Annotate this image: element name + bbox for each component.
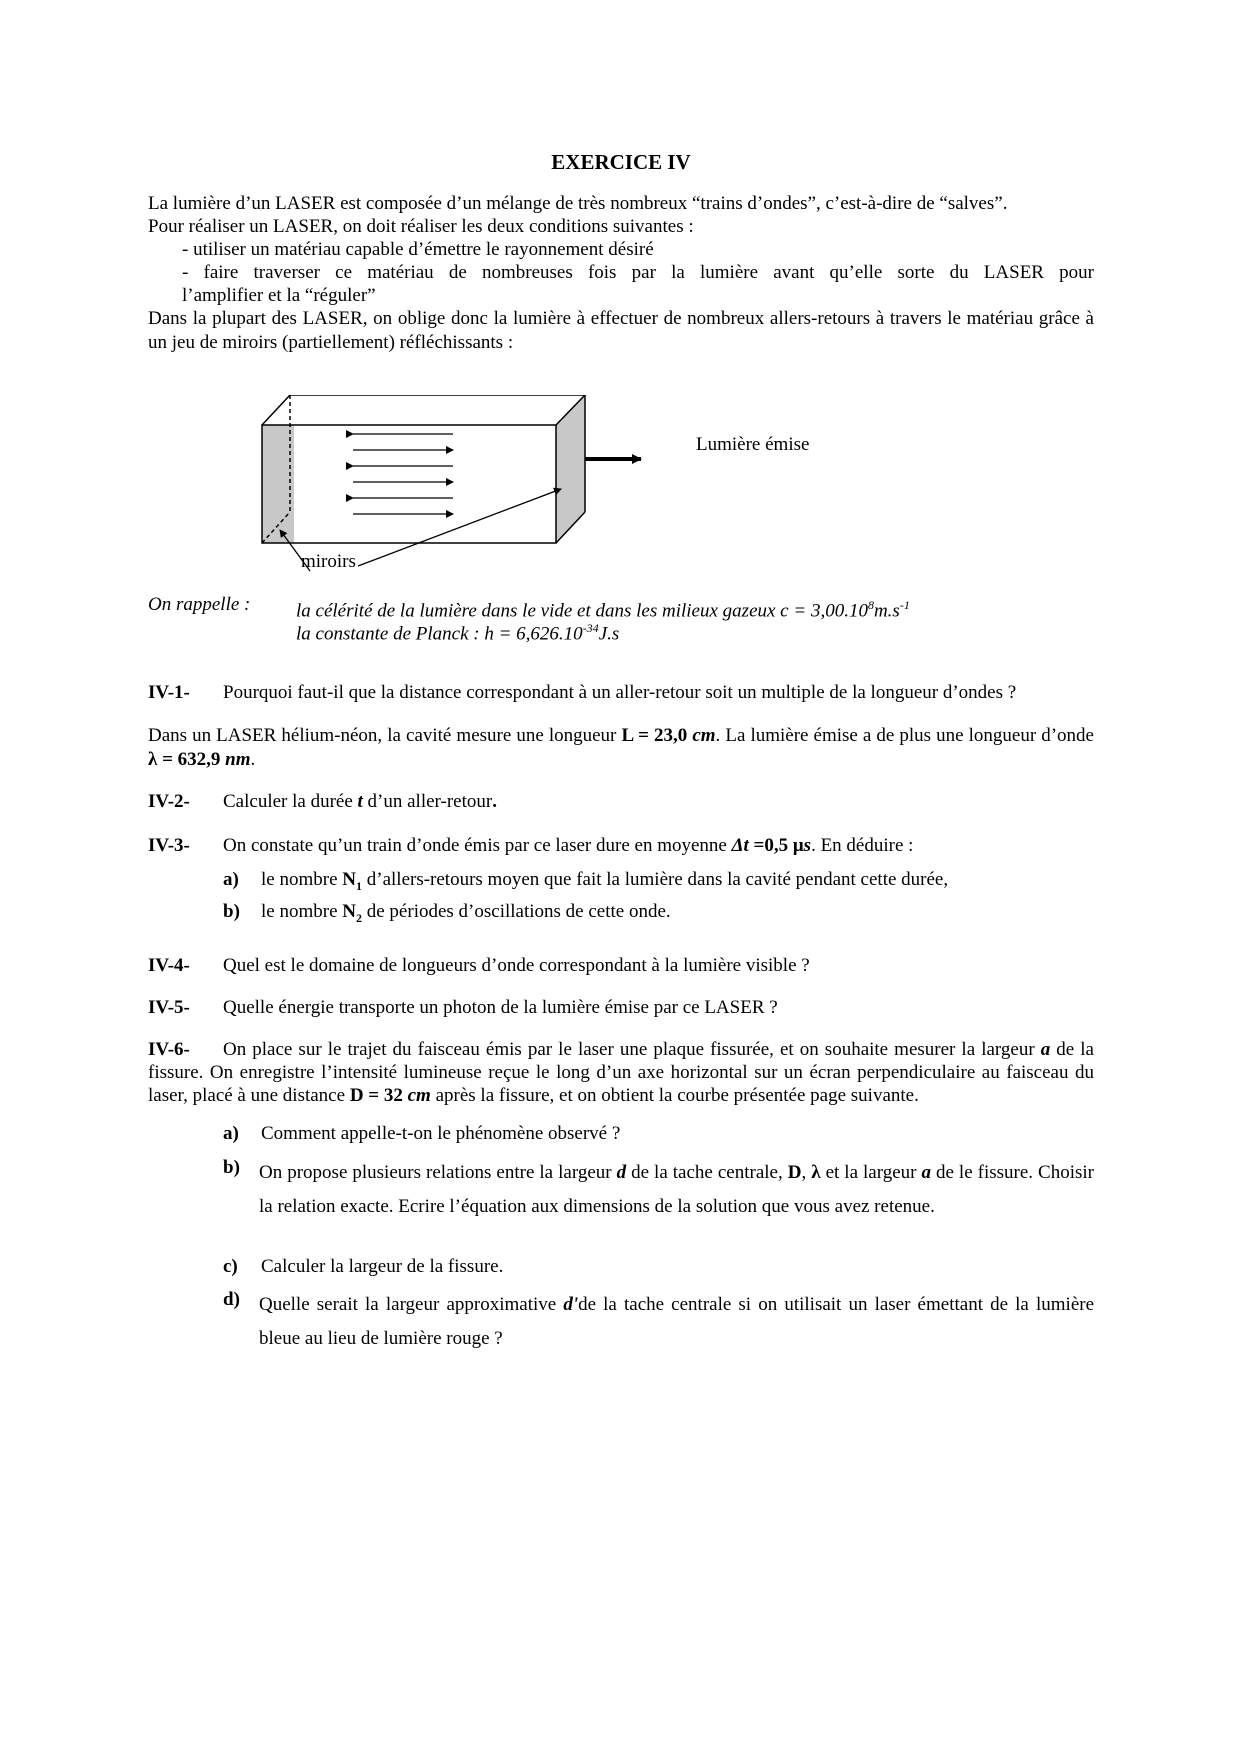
q6-d-key: d) [223, 1289, 240, 1310]
q6-c: c) Calculer la largeur de la fissure. [223, 1256, 504, 1277]
q3-label: IV-3- [148, 835, 190, 856]
page-title: EXERCICE IV [551, 150, 691, 174]
q6-label: IV-6- [148, 1039, 190, 1060]
q4-text: Quel est le domaine de longueurs d’onde correspondant à la lumière visible ? [223, 955, 810, 976]
reminder-label: On rappelle : [148, 594, 251, 615]
context-paragraph: Dans un LASER hélium-néon, la cavité mesure une longueur L = 23,0 cm. La lumière émise a de plus une longueur d’onde λ = 632,9 nm. [148, 725, 1094, 770]
emitted-light-label: Lumière émise [696, 434, 810, 455]
q4-label: IV-4- [148, 955, 190, 976]
mirrors-label: miroirs [301, 551, 356, 572]
q6-b-text: On propose plusieurs relations entre la largeur d de la tache centrale, D, λ et la largeur a de le fissure. Choisir la relation exacte. Ecrire l’équation aux dimensions de la solution que vous avez retenue. [259, 1162, 1094, 1217]
q6-d-text: Quelle serait la largeur approximative d'de la tache centrale si on utilisait un laser émettant de la lumière bleue au lieu de lumière rouge ? [259, 1294, 1095, 1349]
q6-text: IV-6- On place sur le trajet du faisceau émis par le laser une plaque fissurée, et on souhaite mesurer la largeur a de la fissure. On enregistre l’intensité lumineuse reçue le long d’un axe horizontal sur un écran perpendiculaire au faisceau du laser, placé à une distance D = 32 cm après la fissure, et on obtient la courbe présentée page suivante. [148, 1039, 1094, 1106]
q1-text: Pourquoi faut-il que la distance correspondant à un aller-retour soit un multiple de la longueur d’ondes ? [223, 682, 1017, 703]
q2-text: Calculer la durée t d’un aller-retour. [223, 791, 497, 812]
intro-line-1: La lumière d’un LASER est composée d’un mélange de très nombreux “trains d’ondes”, c’est-à-dire de “salves”. [148, 193, 1008, 214]
intro-paragraph-2: Dans la plupart des LASER, on oblige donc la lumière à effectuer de nombreux allers-retours à travers le matériau grâce à un jeu de miroirs (partiellement) réfléchissants : [148, 308, 1094, 353]
reminder-line-2: la constante de Planck : $h = 6,626.10^{-34}J.s$ [296, 621, 620, 645]
q3-text: On constate qu’un train d’onde émis par ce laser dure en moyenne Δt =0,5 μs. En déduire : [223, 835, 914, 856]
intro-bullet-2b: l’amplifier et la “réguler” [182, 285, 376, 306]
q5-label: IV-5- [148, 997, 190, 1018]
intro-line-2: Pour réaliser un LASER, on doit réaliser les deux conditions suivantes : [148, 216, 694, 237]
reminder-line-1: la célérité de la lumière dans le vide et dans les milieux gazeux $c = 3,00.10^8m.s^{-1}$ [296, 598, 910, 622]
q2-label: IV-2- [148, 791, 190, 812]
q1-label: IV-1- [148, 682, 190, 703]
q3-a: a) le nombre $N_1$ d’allers-retours moyen que fait la lumière dans la cavité pendant cette durée, [223, 869, 949, 893]
q6-a: a) Comment appelle-t-on le phénomène observé ? [223, 1123, 621, 1144]
intro-bullet-2a: - faire traverser ce matériau de nombreuses fois par la lumière avant qu’elle sorte du LASER pour [182, 262, 1094, 283]
q6-b-key: b) [223, 1157, 240, 1178]
q5-text: Quelle énergie transporte un photon de la lumière émise par ce LASER ? [223, 997, 778, 1018]
q3-b: b) le nombre $N_2$ de périodes d’oscillations de cette onde. [223, 901, 671, 925]
intro-bullet-1: - utiliser un matériau capable d’émettre le rayonnement désiré [182, 239, 654, 260]
